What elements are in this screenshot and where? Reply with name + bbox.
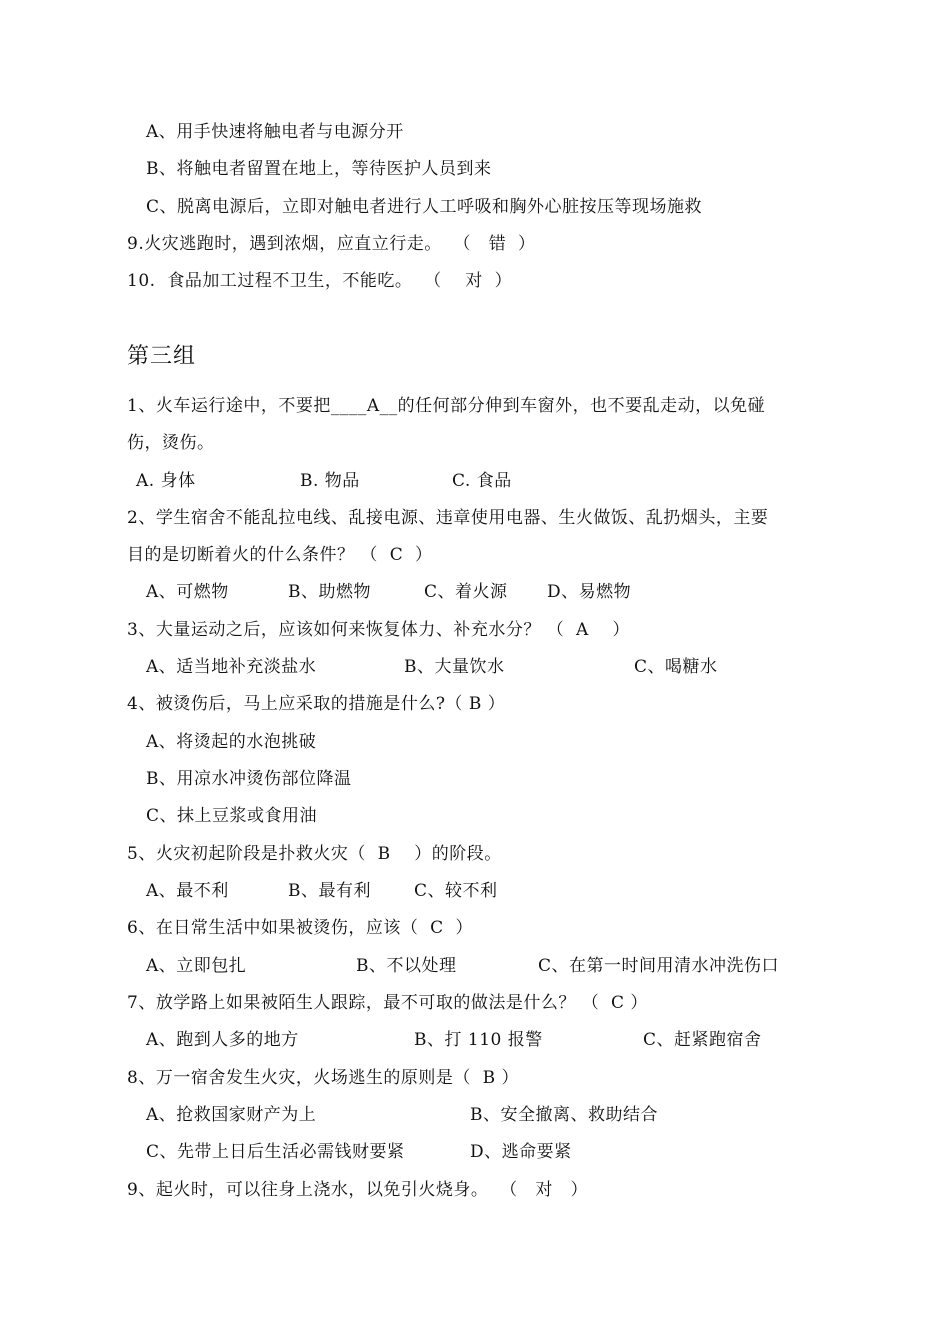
prev-q8-option-b: B、将触电者留置在地上，等待医护人员到来	[146, 159, 492, 179]
q2-option-c: C、着火源	[424, 582, 508, 602]
q2-line1: 2、学生宿舍不能乱拉电线、乱接电源、违章使用电器、生火做饭、乱扔烟头，主要	[127, 508, 769, 528]
q4-option-a: A、将烫起的水泡挑破	[146, 732, 317, 752]
q3-option-c: C、喝糖水	[634, 657, 718, 677]
q3-option-b: B、大量饮水	[404, 657, 505, 677]
q6-option-c: C、在第一时间用清水冲洗伤口	[538, 956, 780, 976]
q5: 5、火灾初起阶段是扑救火灾（ B ）的阶段。	[127, 844, 502, 864]
q1-line1: 1、火车运行途中，不要把____A__的任何部分伸到车窗外，也不要乱走动，以免碰	[127, 396, 766, 416]
q8-option-a: A、抢救国家财产为上	[146, 1105, 317, 1125]
q9: 9、起火时，可以往身上浇水，以免引火烧身。 （ 对 ）	[127, 1180, 589, 1200]
q3: 3、大量运动之后，应该如何来恢复体力、补充水分？ （ A ）	[127, 620, 630, 640]
q2-option-b: B、助燃物	[288, 582, 371, 602]
prev-q9: 9.火灾逃跑时，遇到浓烟，应直立行走。 （ 错 ）	[127, 234, 536, 254]
q1-option-c: C. 食品	[452, 471, 512, 491]
q1-option-a: A. 身体	[136, 471, 196, 491]
q4: 4、被烫伤后，马上应采取的措施是什么?（ B ）	[127, 694, 506, 714]
prev-q8-option-a: A、用手快速将触电者与电源分开	[146, 122, 404, 142]
q4-option-c: C、抹上豆浆或食用油	[146, 806, 318, 826]
q5-option-c: C、较不利	[414, 881, 498, 901]
q5-option-b: B、最有利	[288, 881, 371, 901]
q1-option-b: B. 物品	[300, 471, 360, 491]
q6-option-a: A、立即包扎	[146, 956, 247, 976]
q8: 8、万一宿舍发生火灾，火场逃生的原则是（ B ）	[127, 1068, 520, 1088]
q8-option-c: C、先带上日后生活必需钱财要紧	[146, 1142, 405, 1162]
q6-option-b: B、不以处理	[356, 956, 457, 976]
q8-option-b: B、安全撤离、救助结合	[470, 1105, 658, 1125]
q3-option-a: A、适当地补充淡盐水	[146, 657, 317, 677]
prev-q10: 10. 食品加工过程不卫生，不能吃。 （ 对 ）	[127, 271, 513, 291]
q6: 6、在日常生活中如果被烫伤，应该（ C ）	[127, 918, 473, 938]
q4-option-b: B、用凉水冲烫伤部位降温	[146, 769, 352, 789]
q2-line2: 目的是切断着火的什么条件？ （ C ）	[127, 545, 433, 565]
q7-option-b: B、打 110 报警	[414, 1030, 543, 1050]
group-title: 第三组	[127, 344, 197, 369]
q8-option-d: D、逃命要紧	[470, 1142, 572, 1162]
q5-option-a: A、最不利	[146, 881, 229, 901]
q7-option-c: C、赶紧跑宿舍	[643, 1030, 762, 1050]
prev-q8-option-c: C、脱离电源后，立即对触电者进行人工呼吸和胸外心脏按压等现场施救	[146, 197, 703, 217]
q2-option-d: D、易燃物	[547, 582, 632, 602]
q7: 7、放学路上如果被陌生人跟踪，最不可取的做法是什么？ （ C ）	[127, 993, 648, 1013]
q7-option-a: A、跑到人多的地方	[146, 1030, 299, 1050]
q1-line2: 伤，烫伤。	[127, 433, 215, 453]
q2-option-a: A、可燃物	[146, 582, 229, 602]
